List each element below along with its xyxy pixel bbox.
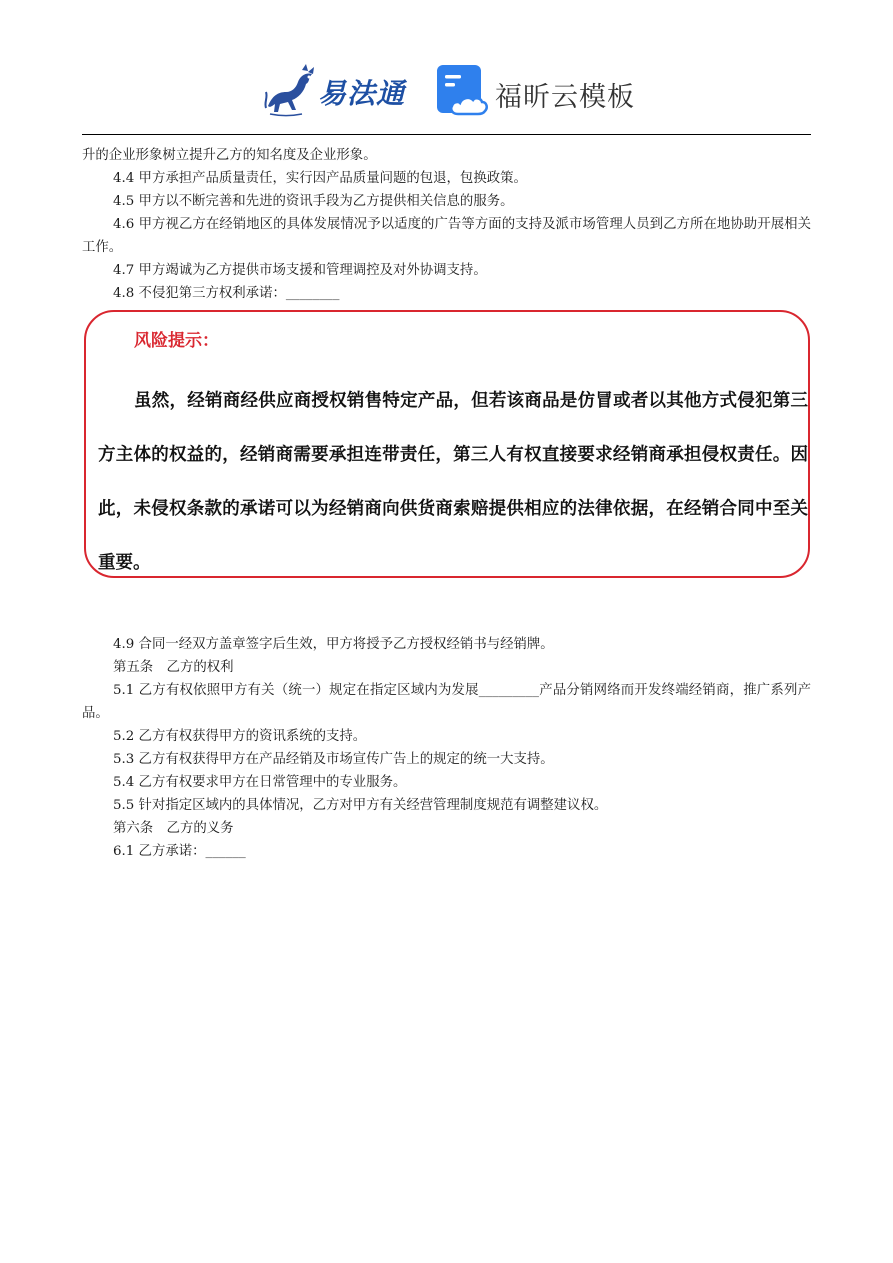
risk-warning-title: 风险提示： — [134, 331, 219, 351]
paragraph-5-3: 5.3 乙方有权获得甲方在产品经销及市场宣传广告上的规定的统一大支持。 — [113, 752, 554, 767]
header-divider — [82, 134, 811, 135]
paragraph-6-1: 6.1 乙方承诺：______ — [113, 844, 246, 859]
cloud-document-icon — [436, 64, 488, 116]
yifatong-logo — [262, 62, 412, 118]
paragraph-4-6: 4.6 甲方视乙方在经销地区的具体发展情况予以适度的广告等方面的支持及派市场管理人员到乙方所在地协助开展相关工作。 — [82, 217, 811, 255]
yifatong-logo-text: 易法通 — [318, 77, 406, 110]
paragraph-5-4: 5.4 乙方有权要求甲方在日常管理中的专业服务。 — [113, 775, 407, 790]
foxit-template-logo-text: 福昕云模板 — [495, 82, 635, 113]
paragraph-4-9: 4.9 合同一经双方盖章签字后生效，甲方将授予乙方授权经销书与经销牌。 — [113, 637, 554, 652]
risk-warning-body: 虽然，经销商经供应商授权销售特定产品，但若该商品是仿冒或者以其他方式侵犯第三方主体的权益的，经销商需要承担连带责任，第三人有权直接要求经销商承担侵权责任。因此，未侵权条款的承诺可以为经销商向供货商索赔提供相应的法律依据，在经销合同中至关重要。 — [98, 391, 808, 573]
article-5-heading: 第五条 乙方的权利 — [113, 660, 234, 675]
paragraph-4-8: 4.8 不侵犯第三方权利承诺：________ — [113, 286, 340, 301]
qilin-icon — [262, 62, 320, 118]
paragraph-5-2: 5.2 乙方有权获得甲方的资讯系统的支持。 — [113, 729, 367, 744]
paragraph-4-7: 4.7 甲方竭诚为乙方提供市场支援和管理调控及对外协调支持。 — [113, 263, 487, 278]
paragraph-5-5: 5.5 针对指定区域内的具体情况，乙方对甲方有关经营管理制度规范有调整建议权。 — [113, 798, 608, 813]
paragraph-4-5: 4.5 甲方以不断完善和先进的资讯手段为乙方提供相关信息的服务。 — [113, 194, 514, 209]
page-header — [0, 58, 893, 124]
article-6-heading: 第六条 乙方的义务 — [113, 821, 234, 836]
paragraph-5-1: 5.1 乙方有权依照甲方有关（统一）规定在指定区域内为发展_________产品分销网络而开发终端经销商，推广系列产品。 — [82, 683, 811, 721]
paragraph-continuation: 升的企业形象树立提升乙方的知名度及企业形象。 — [82, 148, 377, 163]
foxit-template-logo — [436, 64, 636, 120]
paragraph-4-4: 4.4 甲方承担产品质量责任，实行因产品质量问题的包退，包换政策。 — [113, 171, 527, 186]
